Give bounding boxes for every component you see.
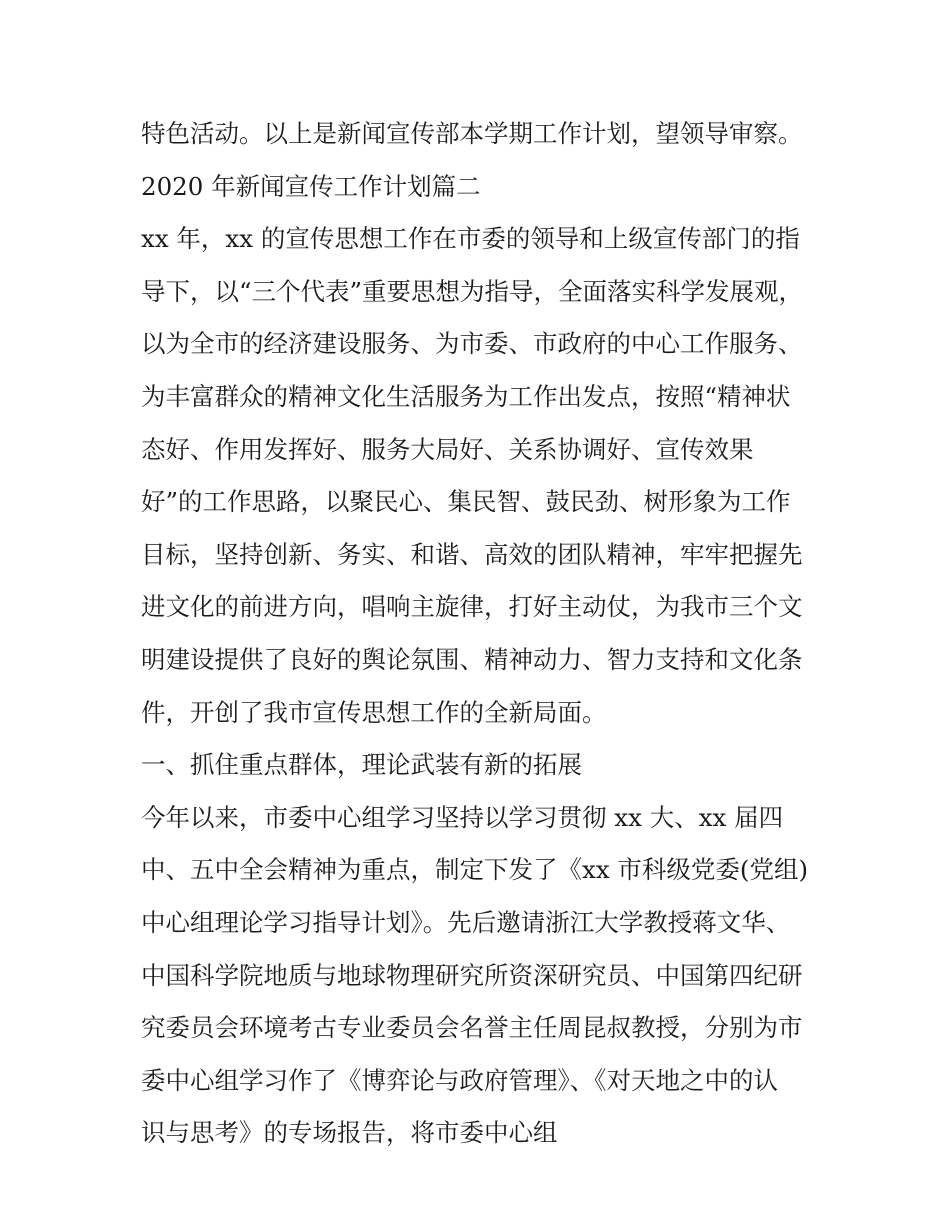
- paragraph-line: 为丰富群众的精神文化生活服务为工作出发点，按照“精神状: [141, 381, 791, 411]
- paragraph-line: 明建设提供了良好的舆论氛围、精神动力、智力支持和文化条: [141, 644, 803, 674]
- paragraph-line: 识与思考》的专场报告，将市委中心组: [141, 1118, 558, 1148]
- paragraph-line: 究委员会环境考古专业委员会名誉主任周昆叔教授，分别为市: [141, 1013, 803, 1043]
- paragraph-line: xx 年，xx 的宣传思想工作在市委的领导和上级宣传部门的指: [141, 224, 800, 254]
- paragraph-line: 委中心组学习作了《博弈论与政府管理》、《对天地之中的认: [141, 1065, 778, 1095]
- paragraph-line: 进文化的前进方向，唱响主旋律，打好主动仗，为我市三个文: [141, 592, 803, 622]
- paragraph-line: 目标，坚持创新、务实、和谐、高效的团队精神，牢牢把握先: [141, 539, 803, 569]
- paragraph-line: 导下，以“三个代表”重要思想为指导，全面落实科学发展观，: [141, 276, 804, 306]
- document-body: [141, 108, 831, 1160]
- paragraph-line: 中国科学院地质与地球物理研究所资深研究员、中国第四纪研: [141, 960, 803, 990]
- paragraph-line: 以为全市的经济建设服务、为市委、市政府的中心工作服务、: [141, 329, 803, 359]
- paragraph-line: 今年以来，市委中心组学习坚持以学习贯彻 xx 大、xx 届四: [141, 802, 784, 832]
- paragraph-line: 态好、作用发挥好、服务大局好、关系协调好、宣传效果: [141, 434, 754, 464]
- paragraph-line: 特色活动。以上是新闻宣传部本学期工作计划，望领导审察。: [141, 119, 803, 148]
- section-heading: 2020 年新闻宣传工作计划篇二: [141, 171, 481, 201]
- paragraph-line: 中、五中全会精神为重点，制定下发了《xx 市科级党委(党组): [141, 855, 809, 885]
- paragraph-line: 好”的工作思路，以聚民心、集民智、鼓民劲、树形象为工作: [141, 487, 791, 517]
- paragraph-line: 件，开创了我市宣传思想工作的全新局面。: [141, 697, 607, 727]
- paragraph-line: 中心组理论学习指导计划》。先后邀请浙江大学教授蒋文华、: [141, 907, 791, 937]
- section-heading: 一、抓住重点群体，理论武装有新的拓展: [141, 750, 582, 780]
